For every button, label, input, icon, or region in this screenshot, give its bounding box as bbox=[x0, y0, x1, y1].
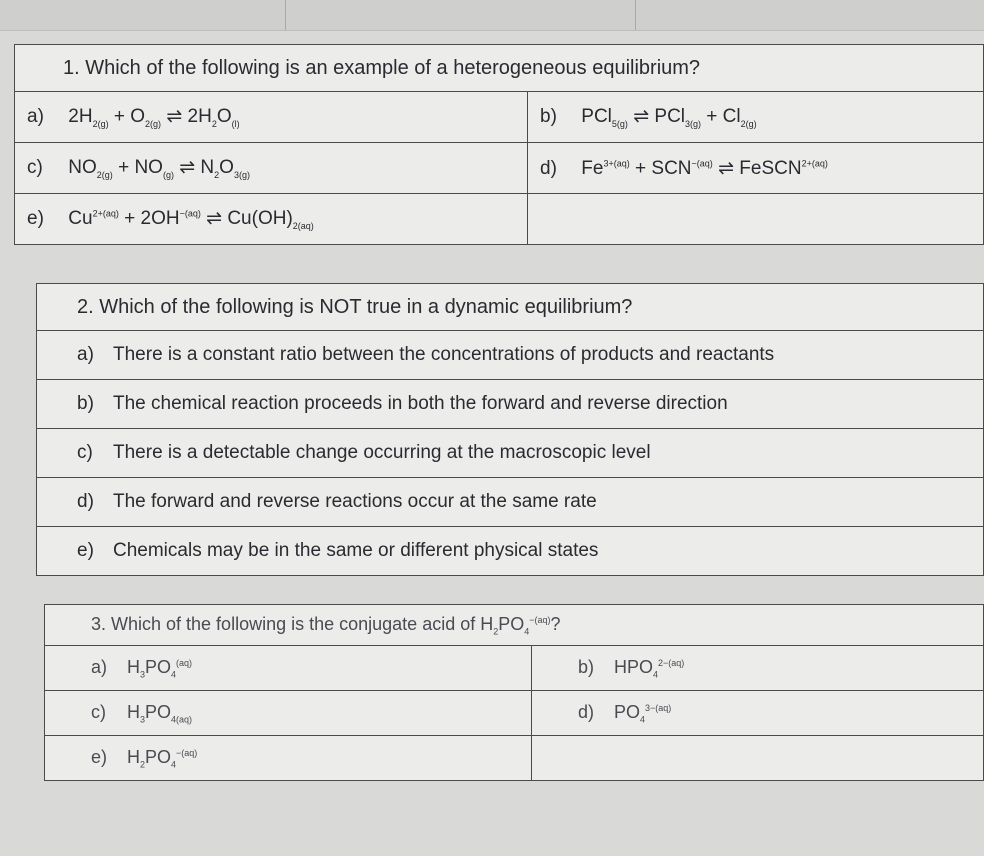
q3-option-a[interactable]: a) $H_3PO_4^{(aq)}$ bbox=[45, 646, 532, 691]
question-2-table bbox=[36, 283, 984, 576]
paper-rule bbox=[635, 0, 636, 30]
q1-option-c[interactable]: c) $NO_{2(g)} + NO_{(g)}$ ⇌ $N_2O_{3(g)}$ bbox=[15, 143, 528, 194]
q1-empty-cell bbox=[528, 194, 984, 245]
q2-option-e[interactable]: e) Chemicals may be in the same or different physical states bbox=[37, 527, 984, 576]
q2-option-b[interactable]: b) The chemical reaction proceeds in both the forward and reverse direction bbox=[37, 380, 984, 429]
equation: $Fe^{3+(aq)} + SCN^{-(aq)}$ ⇌ FeSCN$^{2+(aq)}$ bbox=[581, 157, 828, 179]
q3-empty-cell bbox=[532, 736, 984, 781]
equation: $NO_{2(g)} + NO_{(g)}$ ⇌ $N_2O_{3(g)}$ bbox=[68, 157, 250, 180]
q3-option-b[interactable]: b) $HPO_4^{2-(aq)}$ bbox=[532, 646, 984, 691]
q1-option-a[interactable]: a) $2H_{2(g)} + O_{2(g)}$ ⇌ $2H_2O_{(l)}$ bbox=[15, 92, 528, 143]
q3-option-d[interactable]: d) $PO_4^{3-(aq)}$ bbox=[532, 691, 984, 736]
q3-option-e[interactable]: e) $H_2PO_4^{-(aq)}$ bbox=[45, 736, 532, 781]
paper-rule bbox=[285, 0, 286, 30]
question-3-text: 3. Which of the following is the conjugate acid of $H_2PO_4^{-(aq)}$? bbox=[45, 605, 984, 646]
q3-option-c[interactable]: c) $H_3PO_{4(aq)}$ bbox=[45, 691, 532, 736]
q2-option-c[interactable]: c) There is a detectable change occurring at the macroscopic level bbox=[37, 429, 984, 478]
q2-option-a[interactable]: a) There is a constant ratio between the concentrations of products and reactants bbox=[37, 331, 984, 380]
question-3-table bbox=[44, 604, 984, 781]
equation: $Cu^{2+(aq)} + 2OH^{-(aq)}$ ⇌ $Cu(OH)_{2(aq)}$ bbox=[68, 208, 314, 231]
question-2-text: 2. Which of the following is NOT true in a dynamic equilibrium? bbox=[37, 284, 984, 331]
q1-option-e[interactable]: e) $Cu^{2+(aq)} + 2OH^{-(aq)}$ ⇌ $Cu(OH)_{2(aq)}$ bbox=[15, 194, 528, 245]
q1-option-b[interactable]: b) PCl$_{5(g)}$ ⇌ $PCl_{3(g)} + Cl_{2(g)}$ bbox=[528, 92, 984, 143]
equation: PCl$_{5(g)}$ ⇌ $PCl_{3(g)} + Cl_{2(g)}$ bbox=[581, 106, 757, 129]
q2-option-d[interactable]: d) The forward and reverse reactions occur at the same rate bbox=[37, 478, 984, 527]
paper-edge bbox=[0, 0, 984, 31]
question-1-table bbox=[14, 44, 984, 245]
q1-option-d[interactable]: d) $Fe^{3+(aq)} + SCN^{-(aq)}$ ⇌ FeSCN$^{2+(aq)}$ bbox=[528, 143, 984, 194]
equation: $2H_{2(g)} + O_{2(g)}$ ⇌ $2H_2O_{(l)}$ bbox=[68, 106, 240, 129]
question-1-text: 1. Which of the following is an example of a heterogeneous equilibrium? bbox=[15, 45, 984, 92]
